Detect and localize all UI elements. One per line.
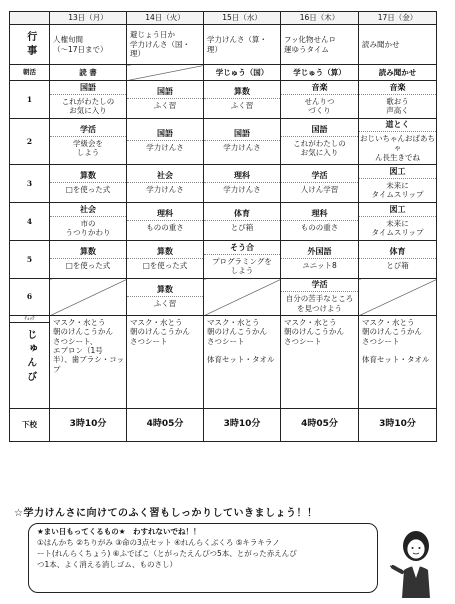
lesson-content: 学力けんさ [146, 143, 184, 153]
lesson-subject: 理科 [204, 170, 280, 183]
period-number: 6 [10, 279, 50, 316]
day-header: 16日（木） [281, 12, 359, 25]
period-row [10, 241, 437, 279]
period-rows [10, 81, 437, 316]
lesson-cell [281, 279, 359, 316]
teacher-illustration [388, 526, 440, 598]
lesson-cell [127, 279, 204, 316]
lesson-content: ものの重さ [300, 223, 339, 233]
reminder-line: ①はんかち ②ちりがみ ③命の3点セット ④れんらくぶくろ ⑤キラキラノ [37, 537, 280, 547]
lesson-cell [50, 119, 127, 165]
period-number: 3 [10, 165, 50, 203]
period-row [10, 203, 437, 241]
lesson-cell [281, 203, 359, 241]
lesson-cell [204, 279, 281, 316]
reminder-line: つ1本、よく消える消しゴム、ものさし） [37, 559, 177, 569]
asakatsu-row [10, 65, 437, 81]
asakatsu-cell: 読み聞かせ [359, 65, 437, 81]
lesson-subject: 算数 [127, 246, 203, 259]
dismissal-cell: 4時05分 [127, 408, 204, 441]
day-header-row [10, 12, 437, 25]
asakatsu-cell: 読 書 [50, 65, 127, 81]
lesson-subject: 外国語 [281, 246, 358, 259]
lesson-content: 未来に タイムスリップ [371, 218, 424, 238]
asakatsu-label: 朝活 [10, 65, 50, 81]
lesson-content: □を使った式 [142, 261, 188, 271]
lesson-content: ユニット8 [302, 261, 337, 271]
lesson-cell [281, 241, 359, 279]
corner-cell [10, 12, 50, 25]
lesson-content: ものの重さ [146, 223, 184, 233]
lesson-cell [50, 279, 127, 316]
lesson-subject: 社会 [127, 170, 203, 183]
lesson-content: 人けん学習 [300, 185, 339, 195]
lesson-subject: 図工 [359, 204, 436, 217]
lesson-cell [127, 81, 204, 119]
lesson-cell [359, 241, 437, 279]
lesson-content: ふく習 [153, 101, 177, 111]
asakatsu-cell: 学じゅう（国） [204, 65, 281, 81]
lesson-content: 学級会を しよう [73, 138, 103, 158]
lesson-cell [281, 81, 359, 119]
dismissal-cell: 3時10分 [359, 408, 437, 441]
period-number: 4 [10, 203, 50, 241]
lesson-cell [127, 241, 204, 279]
lesson-cell [50, 241, 127, 279]
period-number: 5 [10, 241, 50, 279]
lesson-subject: 体育 [359, 246, 436, 259]
lesson-cell [281, 119, 359, 165]
lesson-content: 学力けんさ [223, 143, 261, 153]
lesson-cell [50, 81, 127, 119]
lesson-content: 学力けんさ [223, 185, 261, 195]
lesson-content: とび箱 [386, 261, 409, 271]
period-row [10, 81, 437, 119]
lesson-subject: 算数 [127, 284, 203, 297]
period-row [10, 279, 437, 316]
motto-text: ☆学力けんさに向けてのふく習もしっかりしていきましょう！！ [14, 508, 318, 519]
lesson-cell [127, 203, 204, 241]
period-number: 2 [10, 119, 50, 165]
lesson-content: これがわたしの お気に入り [293, 138, 346, 158]
day-header: 13日（月） [50, 12, 127, 25]
lesson-content: これがわたしの お気に入り [61, 96, 115, 115]
lesson-subject: 国語 [50, 82, 126, 95]
lesson-subject: そう合 [204, 242, 280, 255]
prep-cell: マスク・水とう 朝のけんこうかん さつシート [127, 315, 204, 408]
dismissal-cell: 4時05分 [281, 408, 359, 441]
lesson-content: 学力けんさ [146, 185, 184, 195]
events-label: 行事 [10, 25, 50, 65]
lesson-content: プログラミングを しよう [212, 256, 272, 276]
lesson-cell [204, 81, 281, 119]
lesson-content: とび箱 [230, 223, 254, 233]
lesson-subject: 理科 [127, 208, 203, 221]
lesson-cell [281, 165, 359, 203]
dismissal-label: 下校 [10, 408, 50, 441]
dismissal-row [10, 408, 437, 441]
lesson-subject: 国語 [127, 86, 203, 99]
day-header: 15日（水） [204, 12, 281, 25]
lesson-subject: 国語 [204, 128, 280, 141]
event-cell: 学力けんさ（算・ 理） [204, 25, 281, 65]
lesson-subject: 算数 [204, 86, 280, 99]
lesson-subject: 国語 [281, 124, 358, 137]
lesson-cell [50, 203, 127, 241]
lesson-cell [204, 203, 281, 241]
lesson-cell [359, 165, 437, 203]
lesson-content: □を使った式 [65, 261, 111, 271]
dismissal-cell: 3時10分 [204, 408, 281, 441]
lesson-subject: 体育 [204, 208, 280, 221]
lesson-cell [359, 119, 437, 165]
lesson-subject: 社会 [50, 204, 126, 217]
lesson-subject: 音楽 [281, 82, 358, 95]
lesson-content: ふく習 [153, 298, 177, 308]
prep-cell: マスク・水とう 朝のけんこうかん さつシート、 エプロン（1号 半）、歯ブラシ・コッ プ [50, 315, 127, 408]
asakatsu-cell-empty [127, 65, 204, 81]
lesson-cell [359, 279, 437, 316]
event-cell: 避じょう日か 学力けんさ（国・ 理） [127, 25, 204, 65]
lesson-cell [50, 165, 127, 203]
lesson-cell [127, 165, 204, 203]
day-header: 17日（金） [359, 12, 437, 25]
prep-row [10, 315, 437, 408]
lesson-subject: 道とく [359, 119, 436, 132]
lesson-subject: 理科 [281, 208, 358, 221]
lesson-subject: 学活 [281, 279, 358, 292]
weekly-schedule-table [9, 11, 437, 442]
lesson-content: 歌おう 声高く [386, 96, 409, 115]
lesson-subject: 算数 [50, 246, 126, 259]
lesson-cell [204, 119, 281, 165]
lesson-content: おじいちゃんおばあちゃ ん長生きでね [360, 134, 435, 162]
daily-items-reminder [28, 523, 378, 593]
period-number: 1 [10, 81, 50, 119]
event-cell: 読み聞かせ [359, 25, 437, 65]
period-row [10, 119, 437, 165]
event-cell: フッ化物せんロ 運ゆうタイム [281, 25, 359, 65]
lesson-subject: 国語 [127, 128, 203, 141]
events-row [10, 25, 437, 65]
prep-cell: マスク・水とう 朝のけんこうかん さつシート 体育セット・タオル [359, 315, 437, 408]
lesson-cell [127, 119, 204, 165]
lesson-subject: 音楽 [359, 82, 436, 95]
lesson-content: 自分の苦手なところ を見つけよう [285, 294, 354, 313]
dismissal-cell: 3時10分 [50, 408, 127, 441]
prep-cell: マスク・水とう 朝のけんこうかん さつシート 体育セット・タオル [204, 315, 281, 408]
period-row [10, 165, 437, 203]
lesson-content: 市の うつりかわり [65, 218, 111, 238]
lesson-cell [359, 203, 437, 241]
lesson-cell [204, 241, 281, 279]
lesson-subject: 図工 [359, 166, 436, 179]
lesson-content: ふく習 [230, 101, 254, 111]
reminder-line: ート(れんらくちょう) ⑥ふでばこ（とがったえんぴつ5本、とがった赤えんぴ [37, 548, 297, 558]
reminder-title: ★まい日もってくるもの★ わすれないでね！！ [37, 527, 201, 536]
lesson-cell [204, 165, 281, 203]
prep-label: ﾁｪｯｸ じゅんび [10, 315, 50, 408]
prep-cell: マスク・水とう 朝のけんこうかん さつシート [281, 315, 359, 408]
lesson-subject: 学活 [281, 170, 358, 183]
event-cell: 人権旬間 （～17日まで） [50, 25, 127, 65]
lesson-content: □を使った式 [65, 185, 111, 195]
lesson-subject: 算数 [50, 170, 126, 183]
lesson-cell [359, 81, 437, 119]
lesson-content: せんりつ づくり [304, 96, 335, 115]
asakatsu-cell: 学じゅう（算） [281, 65, 359, 81]
day-header: 14日（火） [127, 12, 204, 25]
lesson-subject: 学活 [50, 124, 126, 137]
lesson-content: 未来に タイムスリップ [371, 180, 424, 200]
